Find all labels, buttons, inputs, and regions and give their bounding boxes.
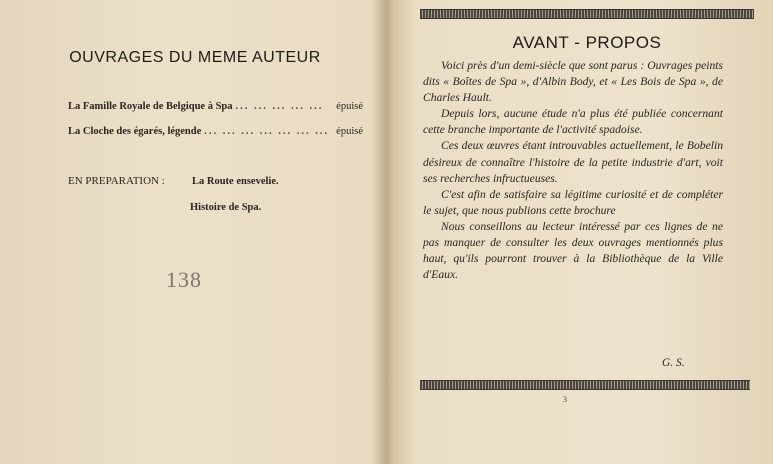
- work-title: La Cloche des égarés, légende: [68, 126, 202, 137]
- work-title: La Famille Royale de Belgique à Spa: [68, 101, 233, 112]
- paragraph: Nous conseillons au lecteur intéressé par ces lignes de ne pas manquer de consulter les deux ouvrages mentionnés plus haut, qu'ils pourront trouver à la Bibliothèque de la Ville d'Eaux.: [423, 219, 723, 282]
- page-number: 3: [563, 395, 567, 404]
- work-item: [68, 126, 363, 137]
- preparation-item: Histoire de Spa.: [190, 202, 262, 213]
- paragraph: Depuis lors, aucune étude n'a plus été publiée concernant cette branche importante de l'activité spadoise.: [423, 107, 723, 137]
- left-page: [0, 0, 384, 464]
- right-page-heading: AVANT - PROPOS: [512, 33, 662, 52]
- paragraph: Voici près d'un demi-siècle que sont parus : Ouvrages peints dits « Boîtes de Spa », d'Albin Body, et « Les Bois de Spa », de Charles Hault.: [423, 59, 723, 105]
- foreword-text: [423, 58, 723, 283]
- leader-dots: ... ... ... ... ...: [235, 101, 324, 112]
- paragraph: C'est afin de satisfaire sa légitime curiosité et de compléter le sujet, que nous publions cette brochure: [423, 187, 723, 217]
- paragraph: Ces deux œuvres étant introuvables actuellement, le Bobelin désireux de connaître l'histoire de la petite industrie d'art, voit ses recherches infructueuses.: [423, 139, 723, 185]
- decorative-rule-bottom: [420, 380, 750, 390]
- preparation-label: EN PREPARATION :: [68, 175, 165, 187]
- left-page-heading: OUVRAGES DU MEME AUTEUR: [69, 49, 321, 66]
- stamped-page-number: 138: [166, 267, 202, 292]
- work-status: épuisé: [336, 126, 363, 137]
- work-status: épuisé: [336, 101, 363, 112]
- preparation-item: La Route ensevelie.: [192, 176, 279, 187]
- leader-dots: ... ... ... ... ... ... ...: [204, 126, 330, 137]
- work-item: [68, 101, 363, 112]
- signature: G. S.: [662, 357, 685, 369]
- decorative-rule-top: [420, 9, 754, 19]
